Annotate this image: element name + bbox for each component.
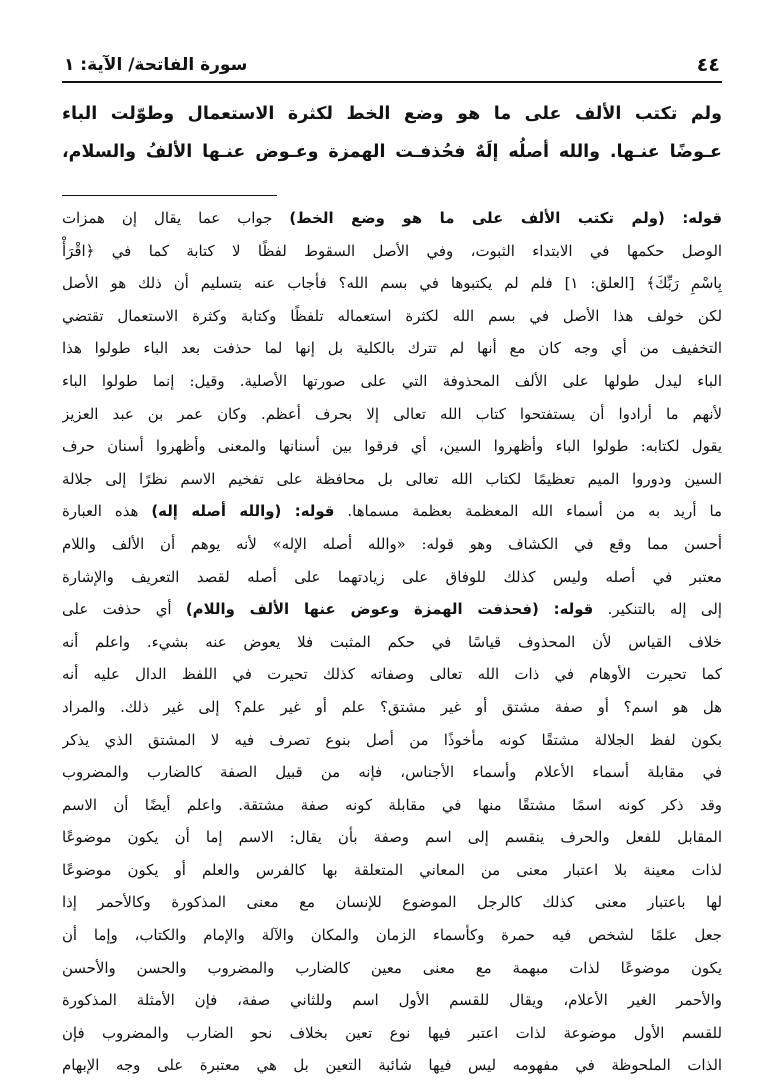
commentary-line <box>62 886 722 919</box>
commentary-segment: لذات معينة بلا اعتبار معنى من المعاني المتعلقة بها كالفرس والعلم أو يكون موضوعًا <box>62 860 722 879</box>
commentary-segment: هل هو اسم؟ أو صفة مشتق أو غير مشتق؟ علم أو غير علم؟ إلى غير ذلك. والمراد <box>62 697 722 716</box>
commentary-segment: وقد ذكر كونه اسمًا مشتقًا منها في مقابلة كونه صفة مشتقة. واعلم أيضًا أن الاسم <box>62 795 722 814</box>
commentary-line <box>62 724 722 757</box>
commentary-line <box>62 202 722 235</box>
commentary-line <box>62 984 722 1017</box>
commentary-line <box>62 430 722 463</box>
commentary-segment: الوصل حكمها في الابتداء الثبوت، وفي الأصل السقوط لفظًا لا كتابة كما في ﴿اقْرَأْ <box>62 241 722 260</box>
commentary-line <box>62 1049 722 1082</box>
commentary-segment: جواب عما يقال إن همزات <box>62 209 290 227</box>
main-text <box>62 95 722 171</box>
commentary-segment: خلاف القياس لأن المحذوف قياسًا في حكم المثبت فلا يعوض عنه بشيء. واعلم أنه <box>62 632 722 651</box>
commentary-lemma: قوله: (فحذفت الهمزة وعوض عنها الألف واللام) <box>185 600 594 619</box>
commentary-line <box>62 365 722 398</box>
commentary-segment: لأنهم ما أرادوا أن يستفتحوا كتاب الله تعالى إلا بحرف أعظم. وكان عمر بن عبد العزيز <box>62 404 722 423</box>
commentary-segment: الباء ليدل طولها على الألف المحذوفة التي على صورتها الأصلية. وقيل: إنما طولوا الباء <box>62 371 722 390</box>
running-header <box>62 52 722 83</box>
commentary-line <box>62 398 722 431</box>
commentary-segment: جعل علمًا لشخص فيه حمرة وكأسماء الزمان والمكان والآلة والإمام والكتاب، وإما أن <box>62 926 722 945</box>
commentary-segment: للقسم الأول موضوعة لذات اعتبر فيها نوع تعين بخلاف نحو الضارب والمضروب فإن <box>62 1023 722 1042</box>
commentary-line <box>62 821 722 854</box>
commentary-segment: السين ودوروا الميم تعظيمًا لكتاب الله تعالى بل محافظة على تفخيم الاسم نظرًا إلى جلالة <box>62 469 722 488</box>
commentary-segment: الذات الملحوظة في مفهومه ليس فيها شائبة التعين بل هي معتبرة على وجه الإبهام <box>62 1056 722 1075</box>
commentary-line <box>62 593 722 626</box>
commentary-line <box>62 463 722 496</box>
commentary-segment: بِاسْمِ رَبِّكَ﴾ [العلق: ١] فلم لم يكتبوها في بسم الله؟ فأجاب عنه بتسليم أن ذلك هو الأصل <box>62 274 722 293</box>
commentary-line <box>62 626 722 659</box>
surah-ayah-title: سورة الفاتحة/ الآية: ١ <box>64 55 248 75</box>
commentary-segment: هذه العبارة <box>62 502 152 521</box>
commentary-segment: أي حذفت على <box>62 600 186 619</box>
commentary-line <box>62 495 722 528</box>
commentary-line <box>62 691 722 724</box>
page <box>62 52 722 1082</box>
footnote-divider <box>62 195 277 196</box>
commentary-line <box>62 267 722 300</box>
commentary-segment: لكن خولف هذا الأصل في بسم الله لكثرة استعماله تلفظًا وكتابة وكثرة الاستعمال تقتضي <box>62 306 722 325</box>
commentary-line <box>62 300 722 333</box>
commentary-segment: أحسن مما وقع في الكشاف وهو قوله: «والله أصله الإله» لأنه يوهم أن الألف واللام <box>62 534 722 553</box>
commentary-segment: في مقابلة أسماء الأعلام وأسماء الأجناس، فإنه من قبيل الصفة كالضارب والمضروب <box>62 763 722 782</box>
commentary-segment: والأحمر الغير الأعلام، ويقال للقسم الأول اسم وللثاني صفة، فإن الأمثلة المذكورة <box>62 991 722 1010</box>
commentary-line <box>62 854 722 887</box>
commentary-line <box>62 332 722 365</box>
commentary-segment: إلى إله بالتنكير. <box>593 600 722 619</box>
commentary-segment: لها باعتبار معنى كذلك كالرجل الموضوع للإنسان مع معنى المذكورة وكالأحمر إذا <box>62 893 722 912</box>
commentary-segment: التخفيف من أي وجه كان مع أنها لم تترك بالكلية بل إنها لما حذفت بعد الباء طولوا هذا <box>62 339 722 358</box>
commentary-segment: المقابل للفعل والحرف ينقسم إلى اسم وصفة بأن يقال: الاسم إما أن يكون موضوعًا <box>62 828 722 847</box>
commentary-line <box>62 658 722 691</box>
commentary-line <box>62 756 722 789</box>
commentary-segment: معتبر في أصله وليس كذلك للوفاق على زيادتهما على أصله لقصد التعريف والإشارة <box>62 567 722 586</box>
commentary-lemma: قوله: (والله أصله إله) <box>151 502 335 521</box>
main-text-line: ولم تكتب الألف على ما هو وضع الخط لكثرة الاستعمال وطوّلت الباء <box>62 104 722 124</box>
main-text-line: عـوضًا عنـها. والله أصلُه إلَهٌ فحُذفـت الهمزة وعـوض عنـها الألفُ والسلام، <box>62 142 722 162</box>
commentary-lemma: قوله: (ولم تكتب الألف على ما هو وضع الخط) <box>289 209 722 227</box>
commentary-line <box>62 919 722 952</box>
commentary-segment: كما تحيرت الأوهام في ذات الله تعالى وصفاته كذلك تحيرت في اللفظ الدال عليه أنه <box>62 665 722 684</box>
commentary-line <box>62 528 722 561</box>
commentary-line <box>62 789 722 822</box>
commentary-line <box>62 1017 722 1050</box>
commentary-segment: بكون لفظ الجلالة مشتقًا كونه مأخوذًا من أصل بنوع تصرف فيه لا المشتق الذي يذكر <box>62 730 722 749</box>
commentary-line <box>62 952 722 985</box>
commentary-segment: يكون موضوعًا لذات مبهمة مع معنى معين كالضارب والمضروب والحسن والأحسن <box>62 958 722 977</box>
commentary-segment: يقول لكتابه: طولوا الباء وأظهروا السين، أي فرقوا بين أسنانها والمعنى وأظهروا أسنان حرف <box>62 437 722 456</box>
commentary-segment: ما أريد به من أسماء الله المعظمة بعظمة مسماها. <box>334 502 722 521</box>
page-number: ٤٤ <box>696 54 720 76</box>
commentary-text <box>62 202 722 1082</box>
commentary-line <box>62 561 722 594</box>
commentary-line <box>62 235 722 268</box>
